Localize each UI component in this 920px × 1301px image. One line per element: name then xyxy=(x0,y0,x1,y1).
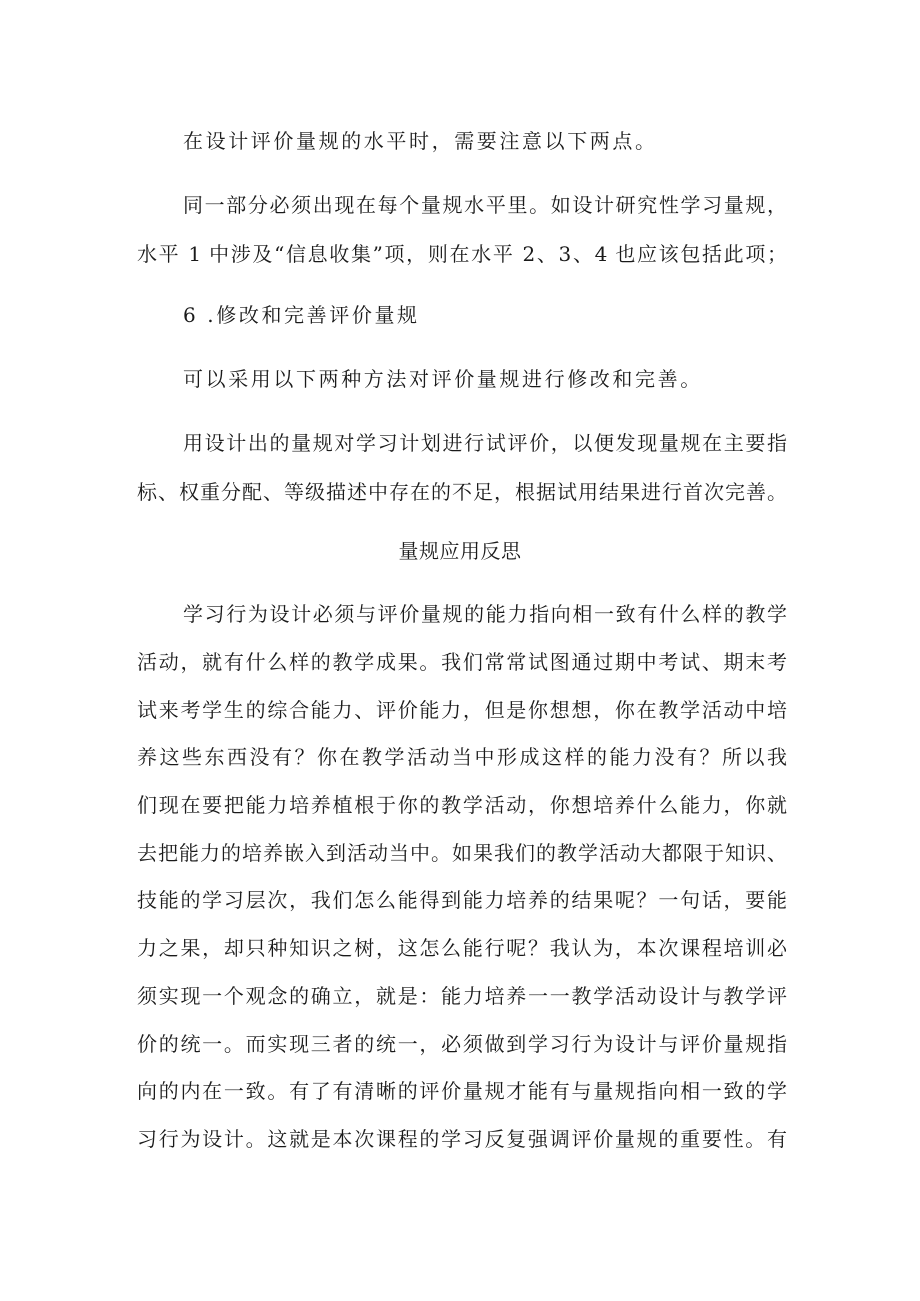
reflection-line: 须实现一个观念的确立，就是：能力培养一一教学活动设计与教学评 xyxy=(137,984,787,1008)
paragraph-same-part-line-1: 同一部分必须出现在每个量规水平里。如设计研究性学习量规， xyxy=(183,193,787,217)
paragraph-two-methods: 可以采用以下两种方法对评价量规进行修改和完善。 xyxy=(183,367,703,391)
reflection-line: 向的内在一致。有了有清晰的评价量规才能有与量规指向相一致的学 xyxy=(137,1079,787,1103)
reflection-line: 学习行为设计必须与评价量规的能力指向相一致有什么样的教学 xyxy=(183,602,787,626)
reflection-line: 习行为设计。这就是本次课程的学习反复强调评价量规的重要性。有 xyxy=(137,1127,787,1151)
section-heading: 量规应用反思 xyxy=(398,539,522,563)
reflection-line: 价的统一。而实现三者的统一，必须做到学习行为设计与评价量规指 xyxy=(137,1032,787,1056)
reflection-line: 去把能力的培养嵌入到活动当中。如果我们的教学活动大都限于知识、 xyxy=(137,841,787,865)
reflection-line: 技能的学习层次，我们怎么能得到能力培养的结果呢？一句话，要能 xyxy=(137,888,787,912)
paragraph-trial-eval-line-1: 用设计出的量规对学习计划进行试评价，以便发现量规在主要指 xyxy=(183,431,787,455)
paragraph-design-levels-note: 在设计评价量规的水平时，需要注意以下两点。 xyxy=(183,129,658,153)
paragraph-same-part-line-2: 水平 1 中涉及“信息收集”项，则在水平 2、3、4 也应该包括此项； xyxy=(137,242,787,266)
reflection-line: 试来考学生的综合能力、评价能力，但是你想想，你在教学活动中培 xyxy=(137,698,787,722)
reflection-line: 力之果，却只种知识之树，这怎么能行呢？我认为，本次课程培训必 xyxy=(137,936,787,960)
reflection-line: 活动，就有什么样的教学成果。我们常常试图通过期中考试、期末考 xyxy=(137,650,787,674)
reflection-line: 养这些东西没有？你在教学活动当中形成这样的能力没有？所以我 xyxy=(137,745,787,769)
reflection-line: 们现在要把能力培养植根于你的教学活动，你想培养什么能力，你就 xyxy=(137,793,787,817)
paragraph-trial-eval-line-2: 标、权重分配、等级描述中存在的不足，根据试用结果进行首次完善。 xyxy=(137,480,787,504)
item-6-title: 6 .修改和完善评价量规 xyxy=(183,303,420,327)
